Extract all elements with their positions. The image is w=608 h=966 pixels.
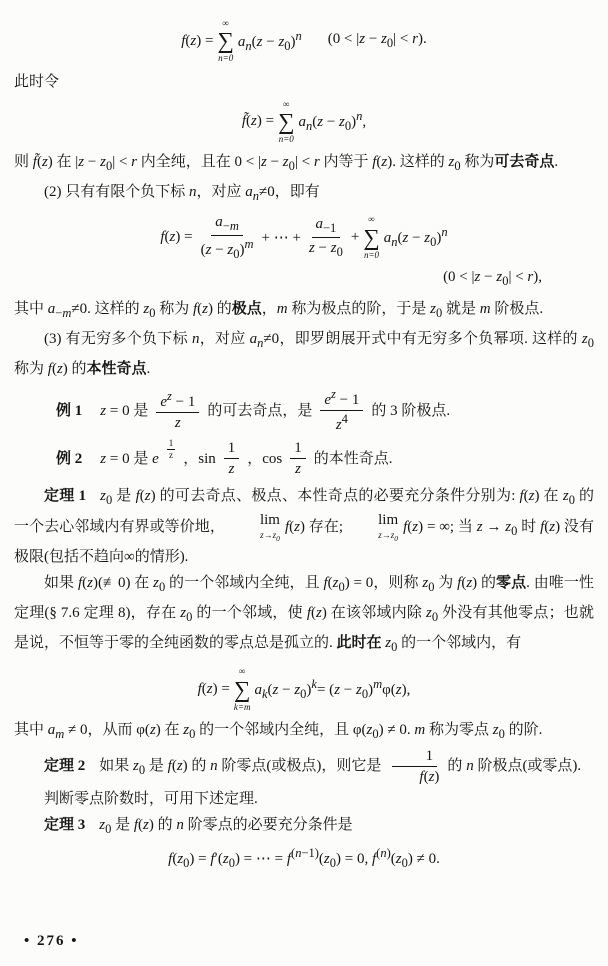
numerator: 1: [290, 439, 306, 459]
denominator: z: [169, 450, 173, 461]
plus-sign: +: [350, 229, 360, 246]
series-term: $a_n(z - z_0)^n$: [237, 28, 302, 53]
lim-word: lim: [378, 512, 399, 529]
denominator: $z^4$: [335, 412, 348, 434]
example-1-label: 例 1: [56, 402, 83, 419]
fraction-a-minus-1: [305, 215, 347, 260]
sigma-symbol: ∑: [217, 28, 234, 54]
fraction-ez-minus-1-over-z4: [320, 387, 363, 434]
theorem-2-text-1: 如果 $z_0$ 是 f(z) 的 n 阶零点(或极点)，则它是: [99, 758, 382, 777]
example-2: [56, 439, 594, 478]
numerator: $a_{-1}$: [312, 215, 341, 238]
sum-lower-limit: n=0: [278, 134, 294, 145]
example-1: [56, 387, 594, 434]
fraction-one-over-z: [224, 439, 240, 478]
sum-lower-limit: n=0: [363, 249, 380, 260]
numerator: $e^z - 1$: [320, 387, 363, 411]
theorem-3-label: 定理 3: [44, 817, 86, 834]
denominator: $(z - z_0)^m$: [200, 237, 254, 262]
example-2-pre: z = 0 是 e: [100, 450, 159, 467]
principal-formula-condition-row: [14, 266, 594, 292]
theorem-2: [14, 747, 594, 786]
fraction-one-over-z: [290, 439, 306, 478]
fraction-one-over-f: [385, 747, 443, 786]
denominator: z: [174, 415, 181, 432]
theorem-1-text-3: f(z) = ∞; 当 $z \to z_0$ 时 f(z) 没有极限(包括不趋向∞的情形).: [14, 519, 594, 566]
page-number: • 276 •: [24, 933, 79, 949]
example-2-cos: ，cos: [247, 450, 283, 467]
summation-operator: [363, 214, 379, 261]
paragraph-essential-singularity: (3) 有无穷多个负下标 n，对应 $a_n\ne 0$，即罗朗展开式中有无穷多个负幂项. 这样的 $z_0$ 称为 f(z) 的本性奇点.: [14, 331, 594, 378]
formula-lhs: f(z) =: [197, 681, 230, 698]
paragraph-zero-definition: 如果 f(z)(≢0) 在 $z_0$ 的一个邻域内全纯，且 $f(z_0) = 0$，则称 $z_0$ 为 f(z) 的零点. 由唯一性定理(§ 7.6 定理 8)，存在 $z_0$ 的一个邻域，使 f(z) 在该邻域内除 $z_0$ 外没有其他零点；也就是说，不恒等于零的全纯函数的零点总是孤立的. 此时在 $z_0$ 的一个邻域内，有: [14, 575, 594, 655]
lim-subscript: $z\to z_0$: [378, 530, 398, 543]
sum-lower-limit: k=m: [233, 701, 251, 712]
domain-condition: $(0 < |z - z_0| < r)$.: [327, 31, 427, 51]
fraction-ez-minus-1-over-z: [156, 389, 199, 432]
paragraph-judging-order: 判断零点阶数时，可用下述定理.: [44, 791, 258, 808]
numerator: $e^z - 1$: [156, 389, 199, 413]
laurent-series-formula: [14, 18, 594, 65]
fraction-a-minus-m: [197, 213, 258, 262]
sum-upper-limit: ∞: [222, 18, 229, 28]
paragraph-removable-singularity: 则 f̃(z) 在 $|z - z_0| < r$ 内全纯，且在 $0 < |z - z_0| < r$ 内等于 f(z). 这样的 $z_0$ 称为可去奇点.: [14, 154, 559, 174]
denominator: f(z): [419, 769, 440, 786]
principal-part-formula: [14, 213, 594, 262]
lead-in-line: 此时令: [14, 73, 60, 90]
paragraph-zero-order: 其中 $a_m \ne 0$，从而 φ(z) 在 $z_0$ 的一个邻域内全纯，且 $\varphi(z_0) \ne 0$. m 称为零点 $z_0$ 的阶.: [14, 722, 543, 742]
series-term: $a_n(z - z_0)^n$,: [298, 109, 367, 134]
formula-rhs: = $(z - z_0)^m\varphi(z)$,: [316, 677, 411, 702]
example-1-pre: z = 0 是: [100, 402, 149, 419]
formula-lhs: f(z) =: [160, 229, 193, 246]
sum-lower-limit: n=0: [218, 53, 234, 64]
zero-expansion-formula: [14, 666, 594, 713]
sigma-symbol: ∑: [278, 108, 295, 134]
example-2-post: 的本性奇点.: [313, 450, 393, 467]
numerator: 1: [168, 438, 174, 449]
sum-upper-limit: ∞: [238, 666, 246, 677]
formula-lhs: f(z) =: [181, 32, 214, 49]
derivative-criterion-formula: [14, 846, 594, 871]
case-2-line: (2) 只有有限个负下标 n，对应 $a_n\ne 0$，即有: [44, 184, 320, 204]
limit-operator: [348, 513, 398, 542]
numerator: $a_{-m}$: [211, 213, 243, 236]
theorem-1-text-2: f(z) 存在;: [284, 519, 344, 536]
theorem-3: [14, 812, 594, 842]
exponent-one-over-z: [167, 438, 176, 461]
theorem-1-label: 定理 1: [44, 488, 87, 505]
series-term: $a_k(z - z_0)^k$: [254, 677, 317, 702]
domain-condition: $(0 < |z - z_0| < r)$,: [443, 269, 542, 289]
formula-body: $f(z_0) = f'(z_0)$ = ⋯ = $f^{(n-1)}(z_0) = 0$, $f^{(n)}(z_0) \ne 0$.: [168, 846, 440, 871]
ftilde-series-formula: [14, 99, 594, 146]
sum-upper-limit: ∞: [368, 214, 375, 225]
sigma-symbol: ∑: [363, 224, 380, 250]
denominator: z: [228, 461, 235, 478]
denominator: z: [295, 461, 301, 478]
paragraph-pole-definition: 其中 $a_{-m}\ne 0$. 这样的 $z_0$ 称为 f(z) 的极点，m 称为极点的阶，于是 $z_0$ 就是 m 阶极点.: [14, 301, 544, 321]
example-2-label: 例 2: [56, 450, 83, 467]
theorem-3-text: $z_0$ 是 f(z) 的 n 阶零点的必要充分条件是: [99, 817, 353, 837]
formula-lhs: f̃(z) =: [241, 113, 275, 130]
limit-operator: [230, 513, 280, 542]
plus-ellipsis: + ⋯ +: [261, 230, 301, 247]
summation-operator: [234, 666, 251, 713]
sigma-symbol: ∑: [233, 676, 251, 702]
lim-subscript: $z\to z_0$: [260, 530, 280, 543]
example-2-sin: ，sin: [183, 450, 216, 467]
numerator: 1: [224, 439, 240, 459]
theorem-1-text-1: $z_0$ 是 f(z) 的可去奇点、极点、本性奇点的必要充分条件分别为: f(z) 在 $z_0$ 的一个去心邻域内有界或等价地，: [14, 488, 594, 536]
summation-operator: [217, 18, 233, 65]
example-1-post: 的 3 阶极点.: [371, 402, 451, 419]
denominator: $z - z_0$: [308, 240, 343, 260]
theorem-1: [14, 483, 594, 570]
theorem-2-text-2: 的 n 阶极点(或零点).: [447, 758, 582, 774]
theorem-2-label: 定理 2: [44, 758, 86, 774]
lim-word: lim: [259, 512, 280, 529]
sum-upper-limit: ∞: [283, 98, 290, 109]
numerator: 1: [392, 747, 438, 767]
summation-operator: [278, 99, 294, 146]
example-1-mid: 的可去奇点，是: [207, 402, 313, 419]
series-term: $a_n(z - z_0)^n$: [383, 225, 448, 250]
